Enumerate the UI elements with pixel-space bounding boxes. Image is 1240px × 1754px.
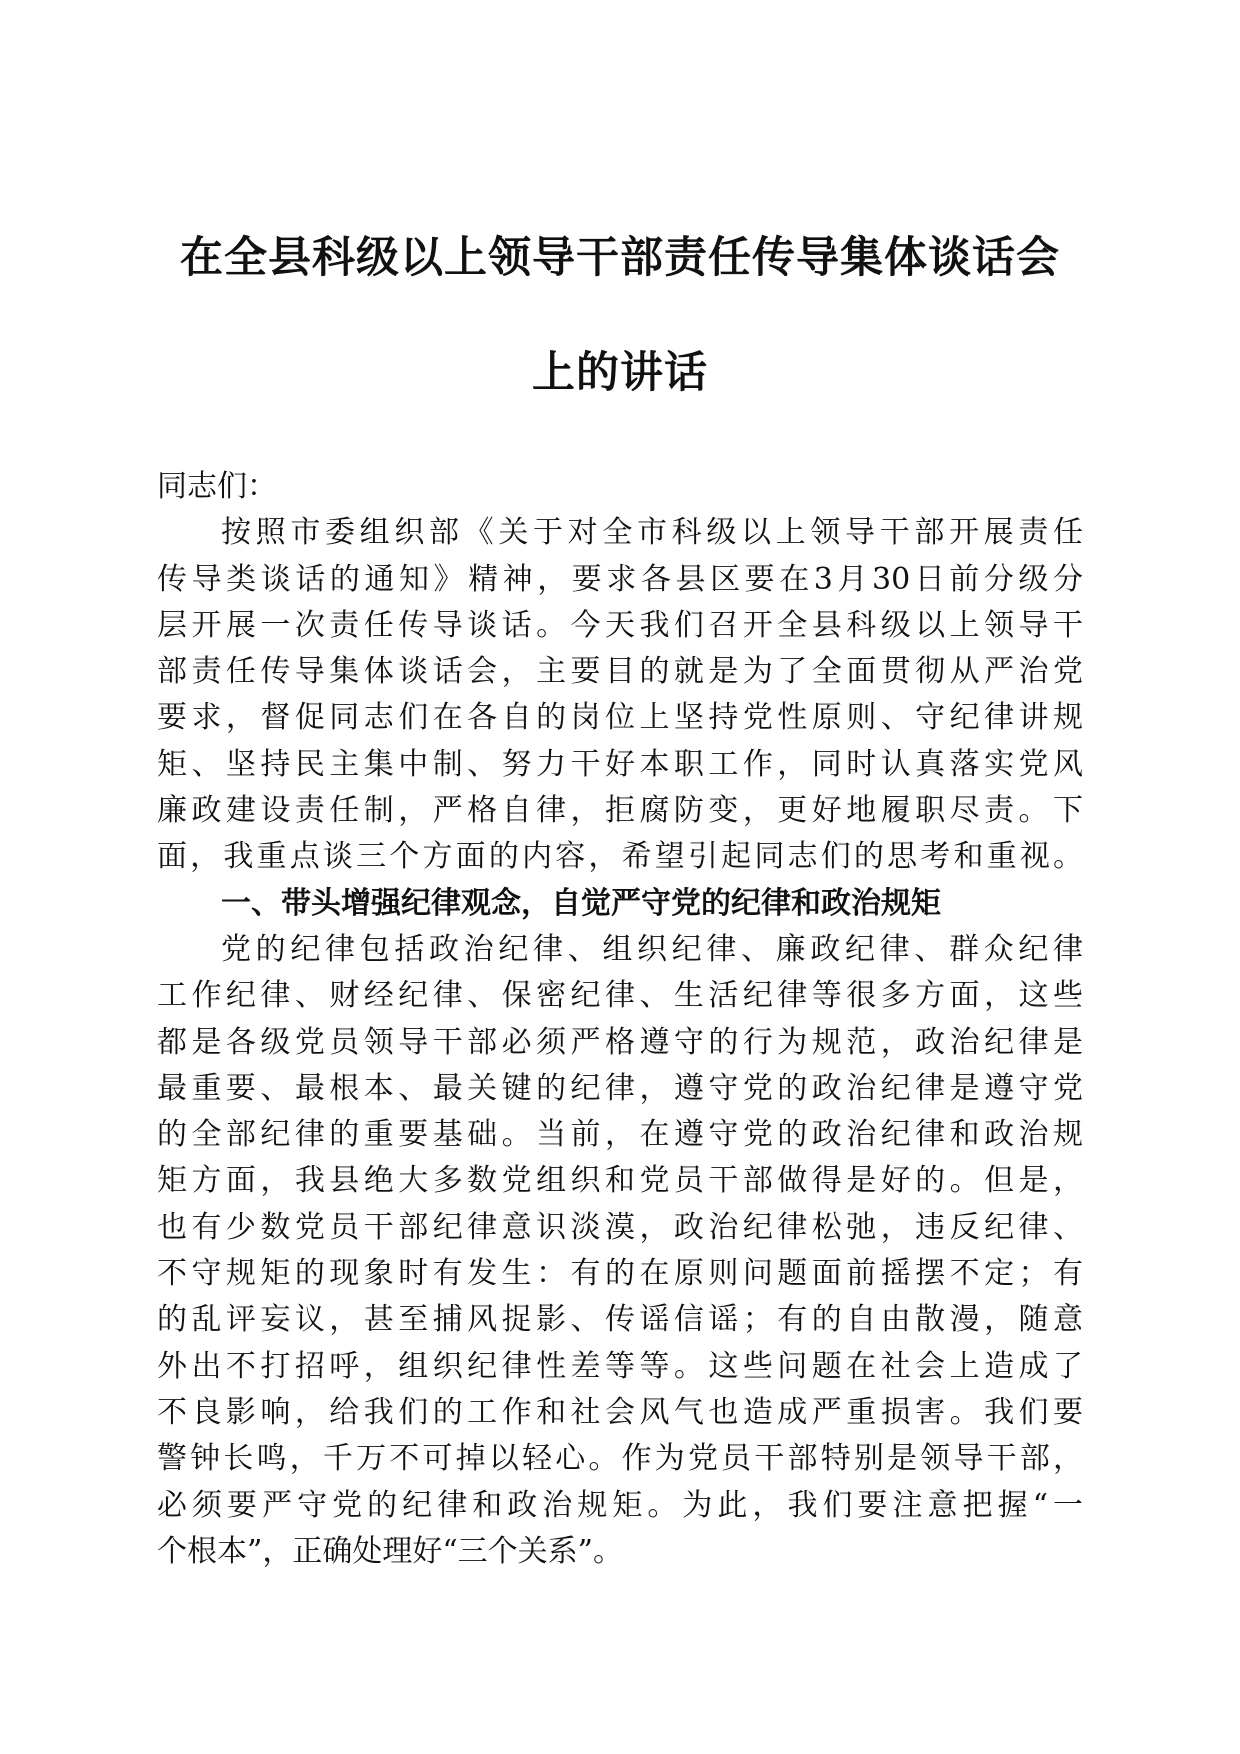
paragraph-1-line: 传导类谈话的通知》精神，要求各县区要在3月30日前分级分 (157, 561, 1083, 597)
paragraph-1-line: 层开展一次责任传导谈话。今天我们召开全县科级以上领导干 (157, 607, 1083, 643)
paragraph-2-line: 的乱评妄议，甚至捕风捉影、传谣信谣；有的自由散漫，随意 (157, 1302, 1083, 1338)
paragraph-2-line: 个根本”，正确处理好“三个关系”。 (157, 1533, 624, 1569)
paragraph-1-line: 面，我重点谈三个方面的内容，希望引起同志们的思考和重视。 (157, 839, 1083, 875)
paragraph-2-line: 的全部纪律的重要基础。当前，在遵守党的政治纪律和政治规 (157, 1117, 1083, 1153)
paragraph-2-line: 最重要、最根本、最关键的纪律，遵守党的政治纪律是遵守党 (157, 1070, 1083, 1106)
document-body (157, 464, 1083, 1575)
paragraph-2-line: 警钟长鸣，千万不可掉以轻心。作为党员干部特别是领导干部， (157, 1441, 1083, 1477)
paragraph-2-line: 矩方面，我县绝大多数党组织和党员干部做得是好的。但是， (157, 1163, 1083, 1199)
paragraph-2-line: 必须要严守党的纪律和政治规矩。为此，我们要注意把握“一 (157, 1487, 1083, 1523)
salutation: 同志们： (157, 469, 277, 504)
paragraph-2-line: 党的纪律包括政治纪律、组织纪律、廉政纪律、群众纪律 (221, 931, 1083, 967)
document-title-line-1: 在全县科级以上领导干部责任传导集体谈话会 (180, 233, 1060, 283)
section-1-heading: 一、带头增强纪律观念，自觉严守党的纪律和政治规矩 (221, 885, 941, 921)
paragraph-2-line: 都是各级党员领导干部必须严格遵守的行为规范，政治纪律是 (157, 1024, 1083, 1060)
paragraph-1-line: 廉政建设责任制，严格自律，拒腐防变，更好地履职尽责。下 (157, 793, 1083, 829)
paragraph-1-line: 部责任传导集体谈话会，主要目的就是为了全面贯彻从严治党 (157, 654, 1083, 690)
document-title-line-2: 上的讲话 (532, 348, 708, 398)
paragraph-2-line: 不守规矩的现象时有发生：有的在原则问题面前摇摆不定；有 (157, 1256, 1083, 1292)
paragraph-1-line: 要求，督促同志们在各自的岗位上坚持党性原则、守纪律讲规 (157, 700, 1083, 736)
paragraph-1-line: 矩、坚持民主集中制、努力干好本职工作，同时认真落实党风 (157, 746, 1083, 782)
paragraph-1-line: 按照市委组织部《关于对全市科级以上领导干部开展责任 (221, 515, 1083, 551)
paragraph-2-line: 外出不打招呼，组织纪律性差等等。这些问题在社会上造成了 (157, 1348, 1083, 1384)
paragraph-2-line: 工作纪律、财经纪律、保密纪律、生活纪律等很多方面，这些 (157, 978, 1083, 1014)
paragraph-2-line: 也有少数党员干部纪律意识淡漠，政治纪律松弛，违反纪律、 (157, 1209, 1083, 1245)
paragraph-2-line: 不良影响，给我们的工作和社会风气也造成严重损害。我们要 (157, 1394, 1083, 1430)
